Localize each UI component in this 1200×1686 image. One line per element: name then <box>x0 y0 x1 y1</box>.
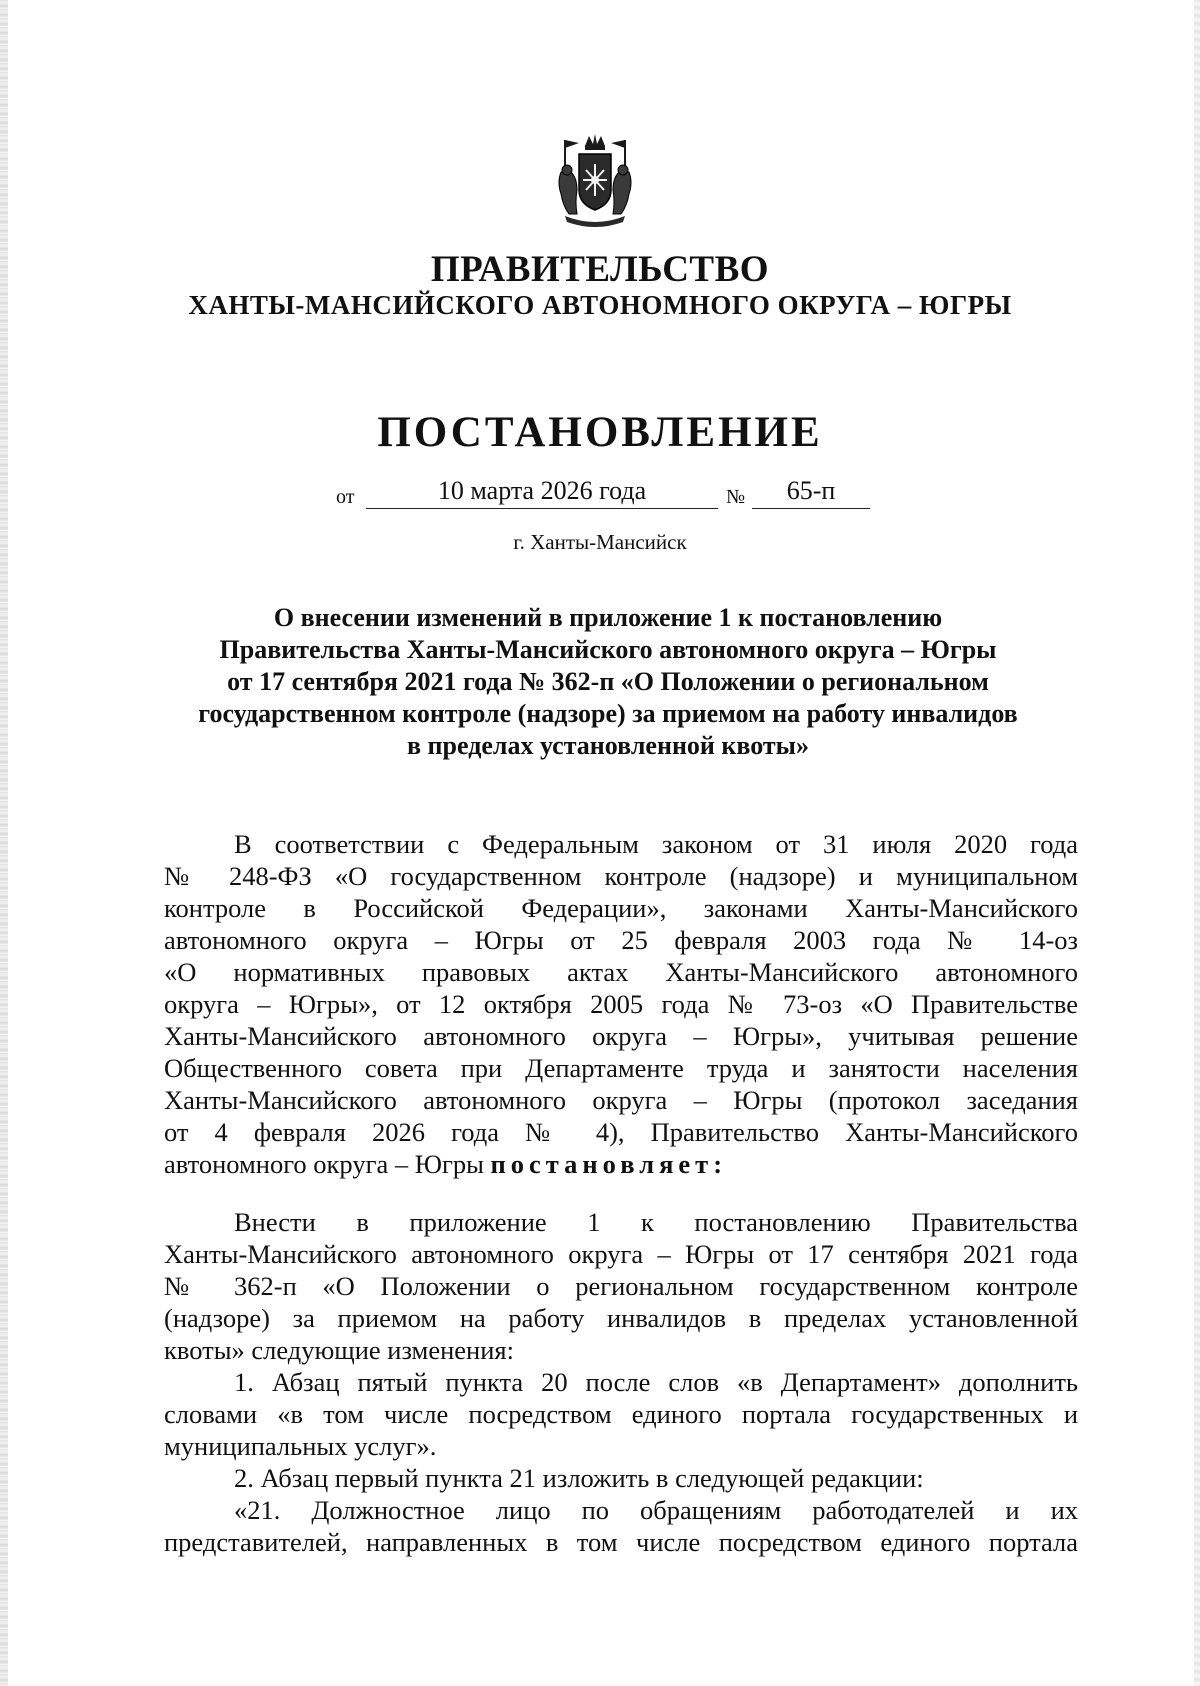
date-label: от <box>336 486 355 508</box>
preamble-line: № 248-ФЗ «О государственном контроле (надзоре) и муниципальном <box>164 861 1078 891</box>
preamble-line: Ханты-Мансийского автономного округа – Югры (протокол заседания <box>164 1085 1078 1115</box>
number-label: № <box>726 486 746 508</box>
preamble-line-text: автономного округа – Югры <box>164 1149 484 1179</box>
subject-line: О внесении изменений в приложение 1 к постановлению <box>273 603 943 632</box>
amendment-line: Ханты-Мансийского автономного округа – Югры от 17 сентября 2021 года <box>164 1239 1078 1269</box>
subject-line: Правительства Ханты-Мансийского автономного округа – Югры <box>219 635 997 664</box>
preamble-line: округа – Югры», от 12 октября 2005 года № 73-оз «О Правительстве <box>164 989 1078 1019</box>
subject-line: государственном контроле (надзоре) за приемом на работу инвалидов <box>198 699 1018 728</box>
document-type: ПОСТАНОВЛЕНИЕ <box>377 409 823 456</box>
preamble-final-line <box>164 1148 1078 1180</box>
preamble-line: автономного округа – Югры от 25 февраля 2003 года № 14-оз <box>164 925 1078 955</box>
number-value: 65-п <box>752 474 870 509</box>
city: г. Ханты-Мансийск <box>513 530 687 554</box>
coat-of-arms-icon <box>555 132 635 230</box>
preamble-line: контроле в Российской Федерации», законами Ханты-Мансийского <box>164 893 1078 923</box>
document-subject <box>150 602 1066 762</box>
item1-line: 1. Абзац пятый пункта 20 после слов «в Департамент» дополнить <box>234 1367 1078 1397</box>
subject-line: от 17 сентября 2021 года № 362-п «О Положении о региональном <box>227 667 989 696</box>
government-subtitle: ХАНТЫ-МАНСИЙСКОГО АВТОНОМНОГО ОКРУГА – ЮГРЫ <box>188 290 1012 320</box>
preamble-line: В соответствии с Федеральным законом от 31 июля 2020 года <box>234 829 1078 859</box>
item2-line: 2. Абзац первый пункта 21 изложить в следующей редакции: <box>234 1463 924 1493</box>
item2-quote-line: представителей, направленных в том числе посредством единого портала <box>164 1527 1078 1557</box>
date-number-row <box>0 474 1200 514</box>
document-body <box>164 828 1078 1558</box>
government-title: ПРАВИТЕЛЬСТВО <box>430 249 770 290</box>
item1-line: муниципальных услуг». <box>164 1431 437 1461</box>
preamble-line: «О нормативных правовых актах Ханты-Мансийского автономного <box>164 957 1078 987</box>
preamble-line: Ханты-Мансийского автономного округа – Югры», учитывая решение <box>164 1021 1078 1051</box>
amendment-line: Внести в приложение 1 к постановлению Правительства <box>234 1207 1078 1237</box>
amendment-line: квоты» следующие изменения: <box>164 1335 514 1365</box>
item2-quote-line: «21. Должностное лицо по обращениям работодателей и их <box>234 1495 1078 1525</box>
amendment-line: (надзоре) за приемом на работу инвалидов в пределах установленной <box>164 1303 1078 1333</box>
preamble-line: от 4 февраля 2026 года № 4), Правительство Ханты-Мансийского <box>164 1117 1078 1147</box>
date-value: 10 марта 2026 года <box>366 474 718 509</box>
resolves-word: постановляет: <box>490 1149 728 1179</box>
amendment-line: № 362-п «О Положении о региональном государственном контроле <box>164 1271 1078 1301</box>
item1-line: словами «в том числе посредством единого портала государственных и <box>164 1399 1078 1429</box>
subject-line: в пределах установленной квоты» <box>407 731 809 760</box>
preamble-line: Общественного совета при Департаменте труда и занятости населения <box>164 1053 1078 1083</box>
